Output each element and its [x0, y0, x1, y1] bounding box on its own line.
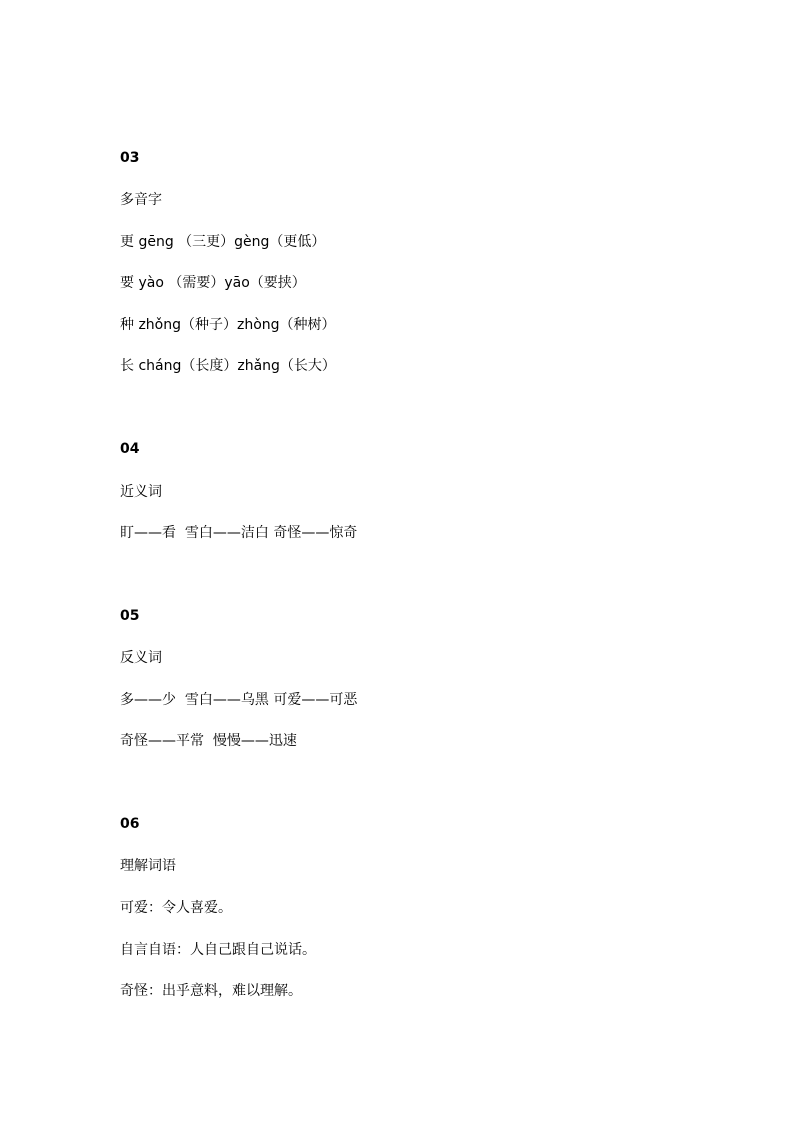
list-item: 奇怪：出乎意料，难以理解。 — [120, 983, 302, 999]
section-heading-polyphonic-characters: 多音字 — [120, 192, 162, 208]
list-item: 种 zhǒng（种子）zhòng（种树） — [120, 317, 336, 333]
section-number: 05 — [120, 608, 140, 624]
section-heading-antonyms: 反义词 — [120, 650, 162, 666]
list-item: 盯——看 雪白——洁白 奇怪——惊奇 — [120, 525, 358, 541]
list-item: 要 yào （需要）yāo（要挟） — [120, 275, 306, 291]
list-item: 多——少 雪白——乌黑 可爱——可恶 — [120, 692, 358, 708]
section-heading-synonyms: 近义词 — [120, 484, 162, 500]
list-item: 奇怪——平常 慢慢——迅速 — [120, 733, 297, 749]
section-number: 04 — [120, 441, 140, 457]
list-item: 长 cháng（长度）zhǎng（长大） — [120, 358, 336, 374]
list-item: 可爱：令人喜爱。 — [120, 900, 232, 916]
section-heading-word-meanings: 理解词语 — [120, 858, 176, 874]
list-item: 自言自语：人自己跟自己说话。 — [120, 942, 316, 958]
section-number: 06 — [120, 816, 140, 832]
list-item: 更 gēng （三更）gèng（更低） — [120, 234, 326, 250]
section-number: 03 — [120, 150, 140, 166]
